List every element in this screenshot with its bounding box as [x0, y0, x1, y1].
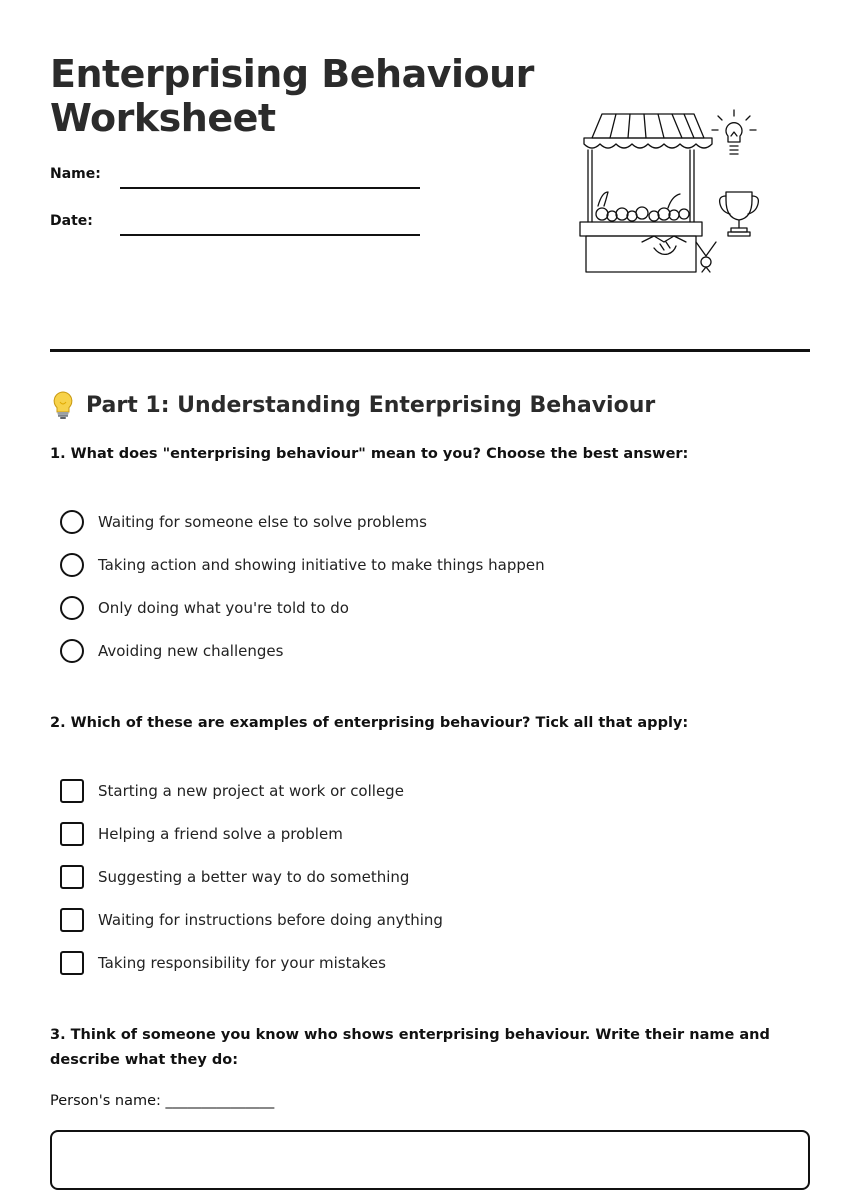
q2-option-4[interactable]	[60, 908, 443, 932]
checkbox[interactable]	[60, 865, 84, 889]
section-divider	[50, 349, 810, 352]
page-title	[50, 52, 534, 140]
option-label: Taking responsibility for your mistakes	[98, 954, 386, 972]
medal-icon	[696, 242, 716, 272]
option-label: Waiting for someone else to solve problems	[98, 513, 427, 531]
radio-button[interactable]	[60, 596, 84, 620]
title-line-2: Worksheet	[50, 96, 276, 140]
question-2: 2. Which of these are examples of enterprising behaviour? Tick all that apply:	[50, 715, 689, 731]
radio-button[interactable]	[60, 510, 84, 534]
person-name-field[interactable]: Person's name: _______________	[50, 1093, 275, 1109]
q2-option-3[interactable]	[60, 865, 409, 889]
checkbox[interactable]	[60, 822, 84, 846]
trophy-icon	[720, 192, 759, 236]
radio-button[interactable]	[60, 639, 84, 663]
q1-option-1[interactable]	[60, 510, 427, 534]
option-label: Starting a new project at work or college	[98, 782, 404, 800]
lightbulb-icon	[712, 110, 756, 154]
option-label: Only doing what you're told to do	[98, 599, 349, 617]
name-field[interactable]	[120, 187, 420, 189]
handshake-icon	[642, 236, 686, 254]
option-label: Suggesting a better way to do something	[98, 868, 410, 886]
checkbox[interactable]	[60, 779, 84, 803]
title-line-1: Enterprising Behaviour	[50, 52, 534, 96]
q1-option-4[interactable]	[60, 639, 283, 663]
radio-button[interactable]	[60, 553, 84, 577]
q2-option-2[interactable]	[60, 822, 343, 846]
q1-option-3[interactable]	[60, 596, 349, 620]
answer-textarea[interactable]	[50, 1130, 810, 1190]
question-3: 3. Think of someone you know who shows enterprising behaviour. Write their name and describe what they do:	[50, 1027, 770, 1068]
question-1: 1. What does "enterprising behaviour" mean to you? Choose the best answer:	[50, 446, 689, 462]
date-field[interactable]	[120, 234, 420, 236]
option-label: Waiting for instructions before doing anything	[98, 911, 443, 929]
checkbox[interactable]	[60, 951, 84, 975]
enterprise-illustration	[572, 106, 772, 282]
market-stall-icon	[580, 114, 712, 272]
option-label: Helping a friend solve a problem	[98, 825, 343, 843]
q1-option-2[interactable]	[60, 553, 545, 577]
option-label: Avoiding new challenges	[98, 642, 284, 660]
date-label: Date:	[50, 213, 93, 229]
q2-option-5[interactable]	[60, 951, 386, 975]
checkbox[interactable]	[60, 908, 84, 932]
option-label: Taking action and showing initiative to make things happen	[98, 556, 545, 574]
q2-option-1[interactable]	[60, 779, 404, 803]
lightbulb-icon	[50, 390, 76, 420]
name-label: Name:	[50, 166, 101, 182]
part1-heading: Part 1: Understanding Enterprising Behaviour	[86, 392, 656, 418]
part1-header	[50, 388, 655, 422]
